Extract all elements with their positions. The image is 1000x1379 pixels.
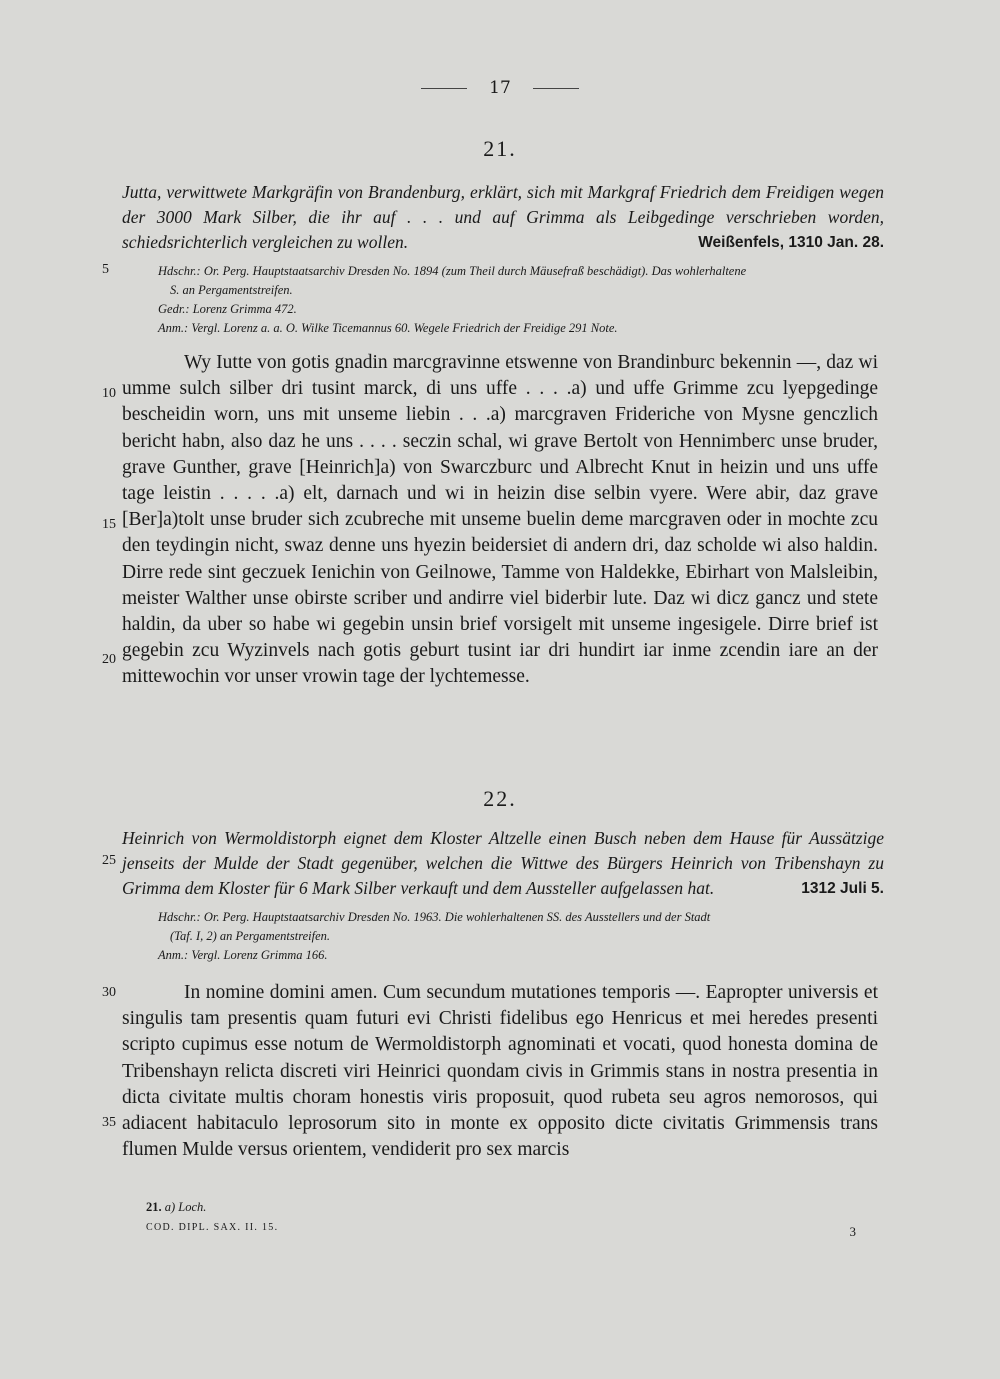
line-number: 35	[102, 1115, 116, 1130]
doc22-regest	[122, 826, 884, 901]
doc22-text-paragraph: In nomine domini amen. Cum secundum mutationes temporis —. Eapropter universis et singulis tam presentis quam futuri evi Christi fidelibus ego Henricus et mei heredes presenti scripto cupimus esse notum de Wermoldistorph agnominati et vocati, quod honesta domina de Tribenshayn relicta discreti viri Heinrici quondam civis in Grimmis stans in nostra presentia in dicta civitate multis choram honestis viris proposuit, quod rubeta seu agros nemorosos, qui adiacent habitaculo leprosorum sito in monte ex opposito dicte civitatis Grimmensis trans flumen Mulde versus orientem, vendiderit pro sex marcis	[122, 982, 878, 1161]
doc22-number: 22.	[483, 786, 517, 811]
doc21-note-gedr: Gedr.: Lorenz Grimma 472.	[158, 302, 297, 316]
page-number: 17	[489, 78, 511, 98]
doc22-notes	[158, 908, 888, 965]
doc22-note-anm: Anm.: Vergl. Lorenz Grimma 166.	[158, 948, 328, 962]
signature-left: COD. DIPL. SAX. II. 15.	[146, 1222, 279, 1233]
doc22-text	[122, 980, 878, 1163]
line-number: 10	[102, 386, 116, 401]
line-number: 20	[102, 652, 116, 667]
doc22-note-hdschr: Hdschr.: Or. Perg. Hauptstaatsarchiv Dresden No. 1963. Die wohlerhaltenen SS. des Ausstellers und der Stadt	[158, 910, 711, 924]
doc22-regest-text: Heinrich von Wermoldistorph eignet dem Kloster Altzelle einen Busch neben dem Hause für Aussätzige jenseits der Mulde der Stadt gegenüber, welchen die Wittwe des Bürgers Heinrich von Tribenshayn zu Grimma dem Kloster für 6 Mark Silber verkauft und dem Aussteller aufgelassen hat.	[122, 828, 884, 898]
doc21-note-hdschr: Hdschr.: Or. Perg. Hauptstaatsarchiv Dresden No. 1894 (zum Theil durch Mäusefraß beschädigt). Das wohlerhaltene	[158, 264, 747, 278]
footnote-text: a) Loch.	[164, 1200, 207, 1214]
line-number: 15	[102, 517, 116, 532]
doc21-regest-text: Jutta, verwittwete Markgräfin von Brandenburg, erklärt, sich mit Markgraf Friedrich dem Freidigen wegen der 3000 Mark Silber, die ihr auf . . . und auf Grimma als Leibgedinge verschrieben worden, schiedsrichterlich vergleichen zu wollen.	[122, 182, 884, 252]
line-number: 25	[102, 853, 116, 868]
footnote	[146, 1200, 206, 1215]
doc21-number: 21.	[483, 136, 517, 161]
footnote-ref: 21.	[146, 1200, 162, 1214]
doc21-note-anm: Anm.: Vergl. Lorenz a. a. O. Wilke Ticemannus 60. Wegele Friedrich der Freidige 291 Note.	[158, 321, 618, 335]
doc22-note-hdschr2: (Taf. I, 2) an Pergamentstreifen.	[170, 929, 331, 943]
doc21-text-paragraph: Wy Iutte von gotis gnadin marcgravinne etswenne von Brandinburc bekennin —, daz wi umme sulch silber dri tusint marck, di uns uffe . . . .a) und uffe Grimme zcu lyepgedinge bescheidin worn, uns mit unseme liebin . . .a) marcgraven Frideriche von Mysne genczlich bericht habn, also daz he uns . . . . seczin schal, wi grave Bertolt von Hennimberc unse bruder, grave Gunther, grave [Heinrich]a) von Swarczburc und Albrecht Knut in heizin und uns uffe tage leistin . . . . .a) elt, darnach und wi in heizin dise selbin vyere. Were abir, daz grave [Ber]a)tolt unse bruder sich zcubreche mit unseme buelin deme marcgraven oder in mochte zcu den teydingin nicht, swaz denne uns hyezin beidersiet di andern dri, daz scholde wi also haldin. Dirre rede sint geczuek Ienichin von Geilnowe, Tamme von Haldekke, Ebirhart von Malsleibin, meister Walther unse obirste scriber und andirre viel biderbir lute. Daz wi dicz gancz und stete haldin, da uber so habe wi gegebin unsin brief vorsigelt mit unseme ingesigele. Dirre brief ist gegebin zcu Wyzinvels nach gotis geburt tusint iar dri hundirt iar inme zcendin iare an der mittewochin vor unser vrowin tage der lychtemesse.	[122, 352, 878, 688]
doc21-dateline: Weißenfels, 1310 Jan. 28.	[698, 234, 884, 251]
doc21-note-hdschr2: S. an Pergamentstreifen.	[170, 283, 293, 297]
signature-right: 3	[849, 1224, 856, 1239]
line-number: 30	[102, 985, 116, 1000]
header-rule-left	[421, 88, 467, 89]
page-header	[0, 78, 1000, 98]
header-rule-right	[533, 88, 579, 89]
line-number: 5	[102, 262, 109, 277]
doc22-dateline: 1312 Juli 5.	[801, 880, 884, 897]
doc21-notes	[158, 262, 888, 338]
doc21-text	[122, 350, 878, 691]
doc21-regest	[122, 180, 884, 255]
